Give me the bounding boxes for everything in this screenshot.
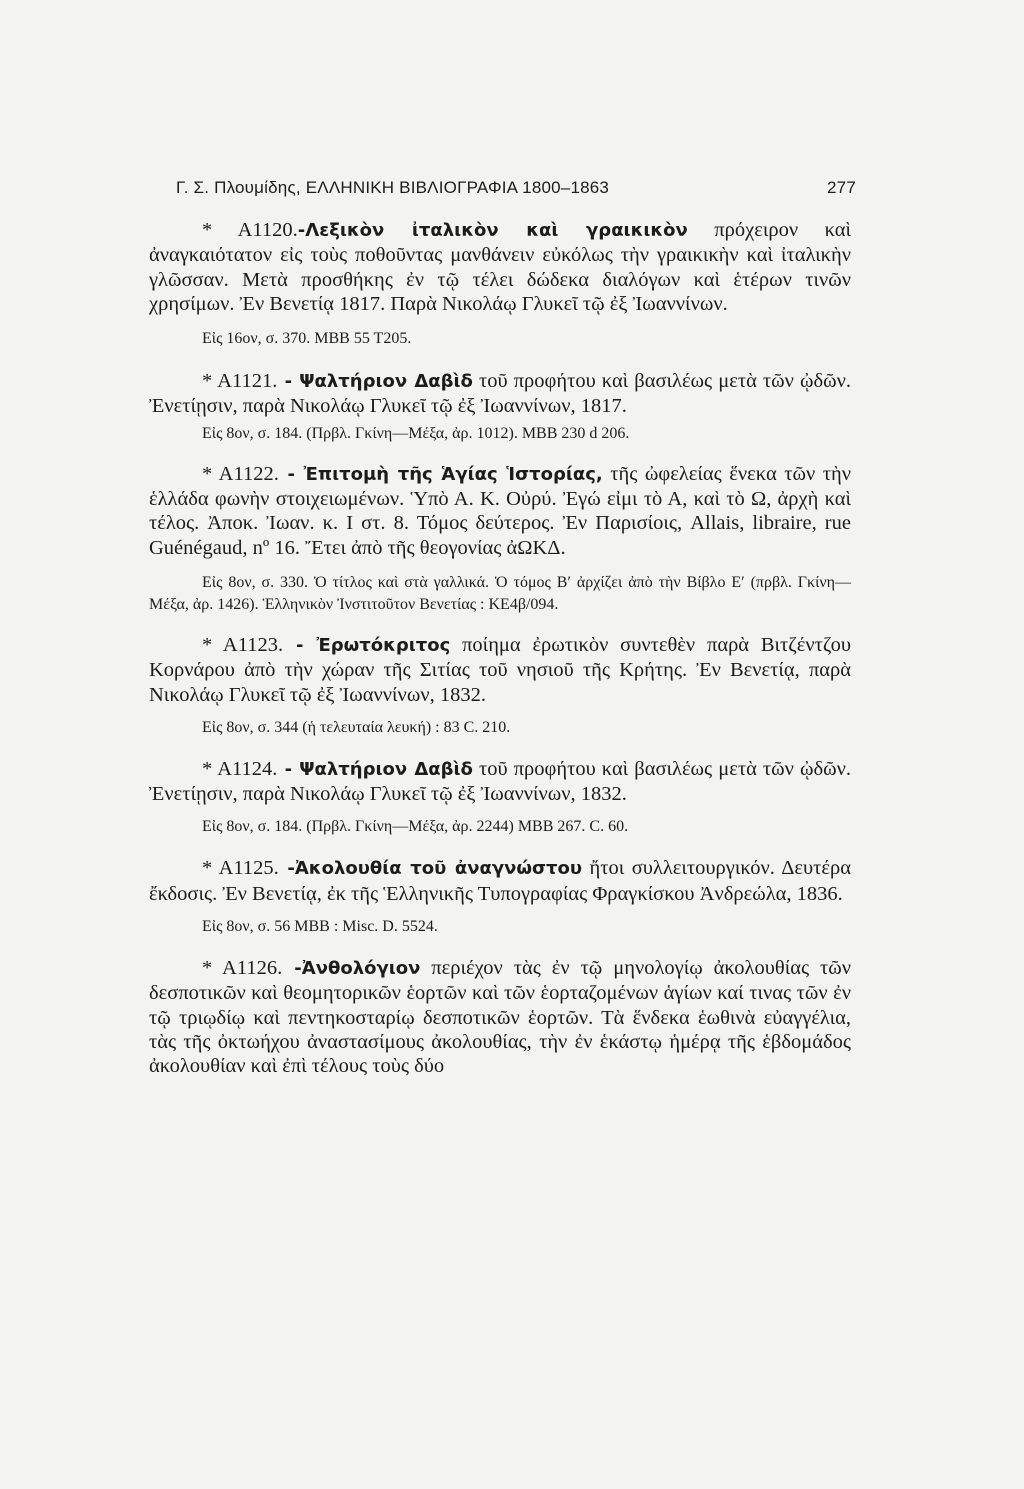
entry-number: * A1125. xyxy=(202,857,279,880)
bibliography-entry xyxy=(149,956,851,1078)
entry-text xyxy=(149,856,851,906)
entry-text xyxy=(149,462,851,560)
entry-description: τοῦ προφήτου καὶ βασιλέως μετὰ τῶν ᾠδῶν. Ἐνετίῃσιν, παρὰ Νικολάῳ Γλυκεῖ τῷ ἐξ Ἰωαννίνων, 1832. xyxy=(149,757,851,806)
entry-description: ποίημα ἐρωτικὸν συντεθὲν παρὰ Βιτζέντζου Κορνάρου ἀπὸ τὴν χώραν τῆς Σιτίας τοῦ νησιοῦ τῆς Κρήτης. Ἐν Βενετίᾳ, παρὰ Νικολάῳ Γλυκεῖ τῷ ἐξ Ἰωαννίνων, 1832. xyxy=(149,633,851,706)
entry-text xyxy=(149,956,851,1078)
entry-number: * A1122. xyxy=(202,462,279,485)
entry-number: * A1121. xyxy=(202,370,278,393)
page-body xyxy=(149,218,851,1079)
entry-description: τοῦ προφήτου καὶ βασιλέως μετὰ τῶν ᾠδῶν. Ἐνετίῃσιν, παρὰ Νικολάῳ Γλυκεῖ τῷ ἐξ Ἰωαννίνων, 1817. xyxy=(149,370,851,418)
entry-heading: - Ἐπιτομὴ τῆς Ἁγίας Ἱστορίας, xyxy=(278,463,603,485)
entry-note: Εἰς 8ον, σ. 56 ΜΒΒ : Misc. D. 5524. xyxy=(202,918,438,936)
bibliography-entry xyxy=(149,856,851,938)
running-head xyxy=(176,178,856,198)
entry-number: * A1123. xyxy=(202,633,284,656)
entry-number: * A1120. xyxy=(202,219,298,241)
entry-heading: - Ψαλτήριον Δαβὶδ xyxy=(277,758,473,780)
bibliography-entry xyxy=(149,369,851,445)
book-title: ΕΛΛΗΝΙΚΗ ΒΙΒΛΙΟΓΡΑΦΙΑ 1800–1863 xyxy=(305,178,610,197)
entry-note: Εἰς 16ον, σ. 370. ΜΒΒ 55 Τ205. xyxy=(202,330,412,348)
bibliography-entry xyxy=(149,462,851,616)
bibliography-entry xyxy=(149,633,851,739)
bibliography-entry xyxy=(149,218,851,350)
entry-note: Εἰς 8ον, σ. 330. Ὁ τίτλος καὶ στὰ γαλλικά. Ὁ τόμος Β′ ἀρχίζει ἀπὸ τὴν Βίβλο Ε′ (πρβλ. Γκίνη—Μέξα, ἀρ. 1426). Ἑλληνικὸν Ἰνστιτοῦτον Βενετίας : ΚΕ4β/094. xyxy=(149,573,851,613)
bibliography-entry xyxy=(149,757,851,839)
entry-description: τῆς ὠφελείας ἕνεκα τῶν τὴν ἑλλάδα φωνὴν στοιχειωμένων. Ὑπὸ Α. Κ. Οὐρύ. Ἐγώ εἰμι τὸ Α, καὶ τὸ Ω, ἀρχὴ καὶ τέλος. Ἀποκ. Ἰωαν. κ. Ι στ. 8. Τόμος δεύτερος. Ἐν Παρισίοις, Allais, libraire, rue Guénégaud, nº 16. Ἔτει ἀπὸ τῆς θεογονίας ἀΩΚΔ. xyxy=(149,462,851,559)
running-head-title xyxy=(176,178,609,198)
entry-text xyxy=(149,633,851,707)
entry-description: περιέχον τὰς ἐν τῷ μηνολογίῳ ἀκολουθίας τῶν δεσποτικῶν καὶ θεομητορικῶν ἑορτῶν καὶ τῶν ἑορταζομένων ἁγίων καί τινας τῶν ἐν τῷ τριῳδίῳ καὶ πεντηκοσταρίῳ δεσποτικῶν ἑορτῶν. Τὰ ἕνδεκα ἑωθινὰ εὐαγγέλια, τὰς τῆς ὀκτωήχου ἀναστασίμους ἀκολουθίας, τὴν ἐν ἑκάστῳ ἡμέρᾳ τῆς ἑβδομάδος ἀκολουθίαν καὶ ἐπὶ τέλους τοὺς δύο xyxy=(149,957,852,1078)
entry-heading: -Λεξικὸν ἰταλικὸν καὶ γραικικὸν xyxy=(297,220,688,241)
page-number: 277 xyxy=(827,178,856,197)
entry-note: Εἰς 8ον, σ. 344 (ἡ τελευταία λευκή) : 83 C. 210. xyxy=(202,718,511,736)
entry-heading: -Ἀνθολόγιον xyxy=(282,958,421,980)
entry-heading: - Ἐρωτόκριτος xyxy=(283,634,451,656)
entry-text xyxy=(149,757,851,807)
author-name: Γ. Σ. Πλουμίδης, xyxy=(176,178,301,197)
entry-note: Εἰς 8ον, σ. 184. (Πρβλ. Γκίνη—Μέξα, ἀρ. 2244) ΜΒΒ 267. C. 60. xyxy=(202,818,629,836)
entry-number: * A1126. xyxy=(202,957,283,980)
entry-heading: - Ψαλτήριον Δαβὶδ xyxy=(277,371,473,393)
entry-heading: -Ἀκολουθία τοῦ ἀναγνώστου xyxy=(278,858,583,880)
entry-note: Εἰς 8ον, σ. 184. (Πρβλ. Γκίνη—Μέξα, ἀρ. 1012). ΜΒΒ 230 d 206. xyxy=(202,424,630,442)
entry-description: πρόχειρον καὶ ἀναγκαιότατον εἰς τοὺς ποθοῦντας μανθάνειν εὐκόλως τὴν γραικικὴν καὶ ἰταλικὴν γλῶσσαν. Μετὰ προσθήκης ἐν τῷ τέλει δώδεκα διαλόγων καὶ ἑτέρων τινῶν χρησίμων. Ἐν Βενετίᾳ 1817. Παρὰ Νικολάῳ Γλυκεῖ τῷ ἐξ Ἰωαννίνων. xyxy=(149,219,851,315)
entry-text xyxy=(149,218,851,316)
entry-description: ἤτοι συλλειτουργικόν. Δευτέρα ἔκδοσις. Ἐν Βενετίᾳ, ἐκ τῆς Ἑλληνικῆς Τυπογραφίας Φραγκίσκου Ἀνδρεώλα, 1836. xyxy=(149,857,851,905)
entry-number: * A1124. xyxy=(202,757,278,780)
entry-text xyxy=(149,369,851,419)
